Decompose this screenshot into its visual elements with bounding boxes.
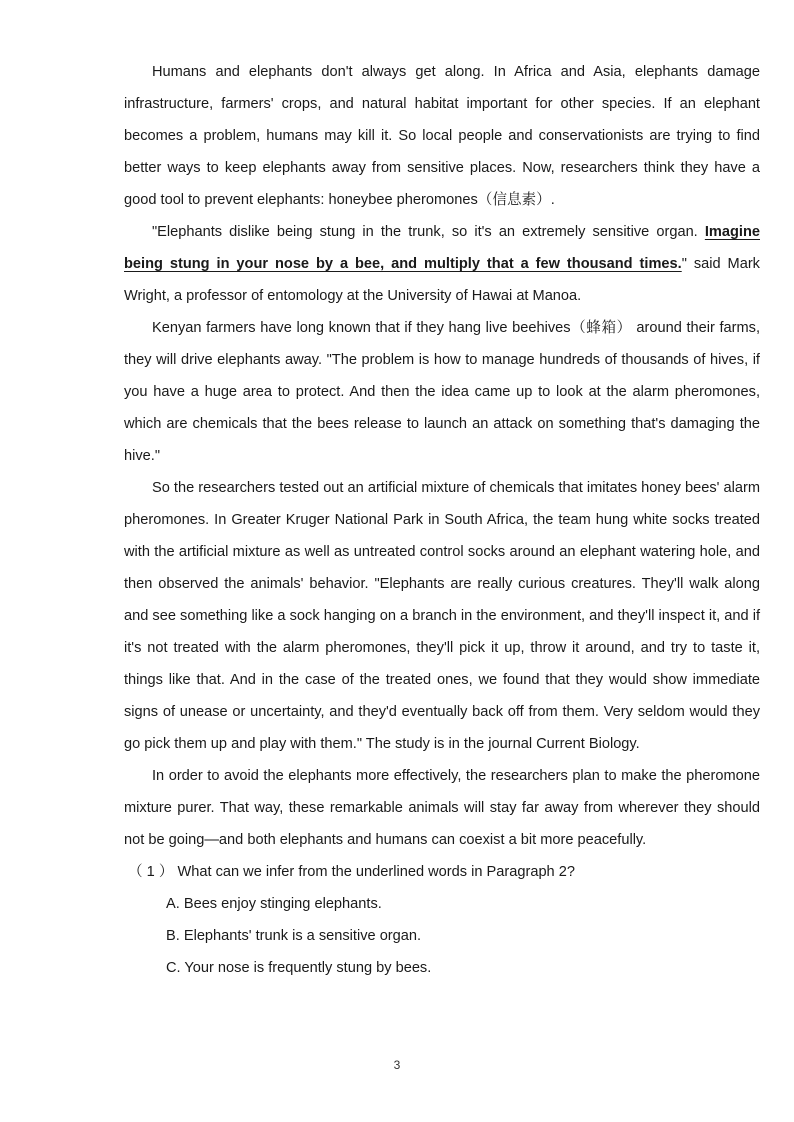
paragraph-5: In order to avoid the elephants more effectively, the researchers plan to make the pheromone mixture purer. That way, these remarkable animals will stay far away from wherever they should not be going—and both elephants and humans can coexist a bit more peacefully.	[124, 768, 760, 848]
option-c: C. Your nose is frequently stung by bees.	[166, 960, 432, 976]
document-page	[124, 56, 760, 984]
paragraph-2-intro: "Elephants dislike being stung in the trunk, so it's an extremely sensitive organ.	[152, 224, 705, 240]
page-number: 3	[393, 1058, 401, 1072]
option-b: B. Elephants' trunk is a sensitive organ.	[166, 928, 422, 944]
question-1	[128, 856, 760, 888]
question-number: （ 1 ）	[128, 864, 174, 880]
question-text: What can we infer from the underlined words in Paragraph 2?	[173, 864, 575, 880]
paragraph-2-attribution: " said Mark Wright, a professor of entomology at the University of Hawai at Manoa.	[124, 256, 760, 304]
option-a: A. Bees enjoy stinging elephants.	[166, 896, 382, 912]
paragraph-4: So the researchers tested out an artificial mixture of chemicals that imitates honey bees' alarm pheromones. In Greater Kruger National Park in South Africa, the team hung white socks treated with the artificial mixture as well as untreated control socks around an elephant watering hole, and then observed the animals' behavior. "Elephants are really curious creatures. They'll walk along and see something like a sock hanging on a branch in the environment, and they'll inspect it, and if it's not treated with the alarm pheromones, they'll pick it up, throw it around, and try to taste it, things like that. And in the case of the treated ones, we found that they would show immediate signs of unease or uncertainty, and they'd eventually back off from them. Very seldom would they go pick them up and play with them." The study is in the journal Current Biology.	[124, 480, 760, 752]
underlined-sentence: Imagine being stung in your nose by a bee, and multiply that a few thousand times.	[124, 224, 760, 272]
paragraph-1: Humans and elephants don't always get along. In Africa and Asia, elephants damage infrastructure, farmers' crops, and natural habitat important for other species. If an elephant becomes a problem, humans may kill it. So local people and conservationists are trying to find better ways to keep elephants away from sensitive places. Now, researchers think they have a good tool to prevent elephants: honeybee pheromones（信息素）.	[124, 64, 760, 208]
paragraph-2	[124, 216, 760, 312]
paragraph-3: Kenyan farmers have long known that if they hang live beehives（蜂箱） around their farms, they will drive elephants away. "The problem is how to manage hundreds of thousands of hives, if you have a huge area to protect. And then the idea came up to look at the alarm pheromones, which are chemicals that the bees release to launch an attack on something that's damaging the hive."	[124, 320, 760, 464]
